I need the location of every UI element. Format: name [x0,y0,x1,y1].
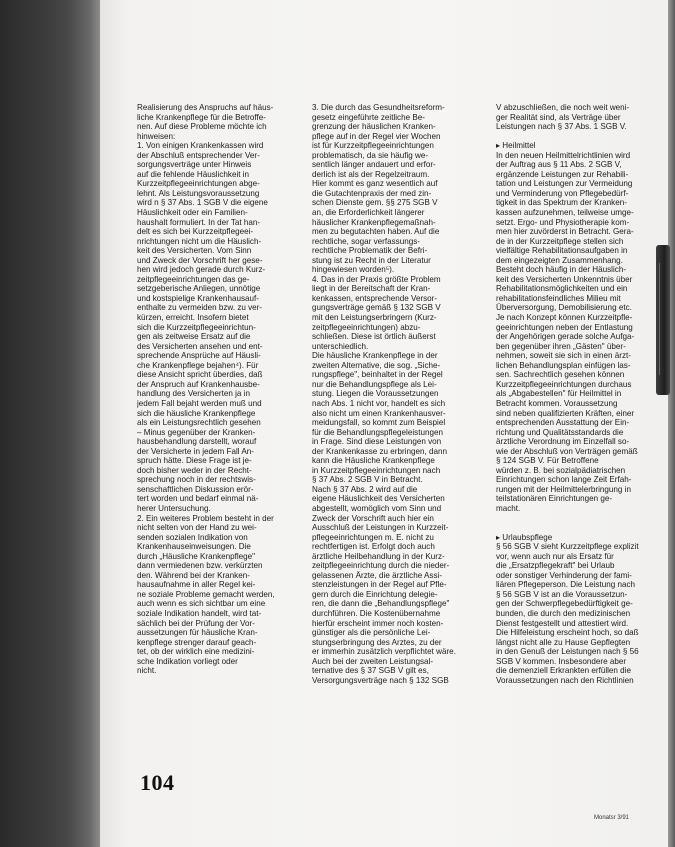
text-line: dem eingezeigten Zusammenhang. [496,255,623,265]
text-line: des Versicherten ansehen und ent- [137,341,263,351]
text-line: tation und Leistungen zur Vermeidung [496,179,633,189]
text-line: und Zweck der Vorschrift her gese- [137,255,263,265]
text-line: sich die häusliche Krankenpflege [137,408,256,418]
text-line: sich die Kurzzeitpflegeeinrichtun- [137,322,256,332]
text-line: in den Genuß der Leistungen nach § 56 [496,647,639,657]
text-line: keit des Versicherten Unkenntnis über [496,274,633,284]
text-line: soziale Indikation handelt, wird tat- [137,608,262,618]
text-line: sorgungsverträge unter Hinweis [137,160,252,170]
text-line: ergänzende Leistungen zur Rehabili- [496,169,629,179]
text-line: häuslicher Krankenpflegemaßnah- [312,217,436,227]
text-line: lichen Behandlungsplan einfügen las- [496,360,631,370]
text-line: bunden, die durch den medizinischen [496,608,631,618]
text-line: keit des Versicherten. Vom Sinn [137,246,252,256]
text-line: zeitpflegeeinrichtung durch die nieder- [312,561,450,571]
text-line: Zweck der Vorschrift auch hier ein [312,513,434,523]
text-line: würden z. B. bei sozialpädiatrischen [496,465,626,475]
text-column-middle [312,103,484,685]
text-line: senden sozialen Indikation von [137,532,248,542]
text-line: kenpflege strenger darauf geach- [137,637,257,647]
text-line: ärztliche Verordnung im Einzelfall so- [496,437,630,447]
text-line: grenzung der häuslichen Kranken- [312,122,436,132]
text-line: tet, ob der wirklich eine medizini- [137,647,255,657]
text-line: gesetz eingeführte zeitliche Be- [312,112,425,122]
text-line: sächlich bei der Prüfung der Vor- [137,618,255,628]
text-line: Kurzzeitpflegeeinrichtungen abge- [137,179,260,189]
text-line: Je nach Konzept können Kurzzeitpfle- [496,313,633,323]
text-line: die Gutachtenpraxis der med zin- [312,188,432,198]
paragraph-gap [496,523,656,533]
text-line: V abzuschließen, die noch weit weni- [496,103,630,112]
text-line: derlich ist als der Regelzeitraum. [312,169,430,179]
text-line: zeitpflegeeinrichtungen) abzu- [312,322,421,332]
text-line: den. Während bei der Kranken- [137,570,250,580]
text-line: an, die Erforderlichkeit längerer [312,208,425,218]
text-line: für die Behandlungspflegeleistungen [312,427,443,437]
text-line: delt es sich bei Kurzzeitpflegeei- [137,227,254,237]
text-line: abgestellt, womöglich vom Sinn und [312,503,442,513]
text-line: der Abschluß entsprechender Ver- [137,150,260,160]
text-line: liegt in der Bereitschaft der Kran- [312,284,431,294]
text-line: mit den Leistungserbringern (Kurz- [312,313,437,323]
text-line: entsprechenden Ausstattung der Ein- [496,418,630,428]
text-line: der Angehörigen gerade solche Aufga- [496,332,635,342]
text-line: che Krankenpflege bejahen⁴). Für [137,360,259,370]
text-line: ist für Kurzzeitpflegeeinrichtungen [312,141,434,151]
text-line: der Anspruch auf Krankenhausbe- [137,379,260,389]
text-line: durch „Häusliche Krankenpflege" [137,551,256,561]
footer-issue-label: Monatsr 3/91 [594,815,630,821]
text-line: nach Abs. 1 nicht vor, handelt es sich [312,398,446,408]
text-line: in Frage. Sind diese Leistungen von [312,437,442,447]
text-line: Versorgungsverträge nach § 132 SGB [312,675,449,685]
text-line: jedem Fall bejaht werden muß und [137,398,262,408]
text-column-left [137,103,307,676]
text-line: men zu begutachten haben. Auf die [312,227,440,237]
text-line: auch wenn es sich sichtbar um eine [137,599,266,609]
text-line: nicht. [137,666,157,676]
text-line: vor, wenn auch nur als Ersatz für [496,551,614,561]
text-line: rungen mit der Heilmittelerbringung in [496,484,631,494]
text-line: gelassenen Ärzte, die ärztliche Assi- [312,570,443,580]
text-line: Ausschluß der Leistungen in Kurzzeit- [312,523,449,533]
text-line: vielfältige Rehabilitationsaufgaben in [496,246,628,256]
text-line: rechtliche, sogar verfassungs- [312,236,420,246]
text-line: § 56 SGB V ist an die Voraussetzun- [496,589,628,599]
text-line: Die Hilfeleistung erscheint hoch, so daß [496,628,639,638]
text-line: nrichtungen nicht um die Häuslich- [137,236,262,246]
text-line: ger Realität sind, als Verträge über [496,112,621,122]
text-line: Einrichtungen schon lange Zeit Erfah- [496,475,632,485]
text-line: macht. [496,503,521,513]
text-line: kenkassen, entsprechende Versor- [312,293,438,303]
text-line: der Versicherte in jedem Fall An- [137,446,254,456]
text-line: pflegeeinrichtungen m. E. nicht zu [312,532,434,542]
text-line: haushalt formuliert. In der Tat han- [137,217,261,227]
text-line: meidungsfall, so kommt zum Beispiel [312,418,446,428]
text-line: Krankenhauseinweisungen. Die [137,542,251,552]
text-line: rehabilitationsfeindliches Milieu mit [496,293,621,303]
text-line: liche Krankenpflege für die Betroffe- [137,112,266,122]
text-line: die demenziell Erkrankten erfüllen die [496,666,631,676]
text-line: oder sonstiger Verhinderung der fami- [496,570,632,580]
text-line: handlung des Versicherten ja in [137,389,250,399]
paragraph-gap [496,132,656,142]
text-line: SGB V kommen. Insbesondere aber [496,656,627,666]
text-line: sentlich länger andauert und erfor- [312,160,436,170]
text-line: Nach § 37 Abs. 2 wird auf die [312,484,418,494]
text-line: Betracht kommen. Voraussetzung [496,398,618,408]
text-line: nicht selten von der Hand zu wei- [137,523,257,533]
text-line: Besteht doch häufig in der Häuslich- [496,265,627,275]
text-line: setzgeberische Anliegen, unnötige [137,284,261,294]
text-line: liären Pflegeperson. Die Leistung nach [496,580,636,590]
text-line: zweiten Alternative, die sog. „Siche- [312,360,441,370]
section-heading: ▸ Heilmittel [496,141,536,151]
text-line: auf die fehlende Häuslichkeit in [137,169,250,179]
text-line: er immerhin zusätzlich verpflichtet wäre. [312,647,456,657]
text-line: Dienst festgestellt und attestiert wird. [496,618,629,628]
text-line: kürzen, erreicht. Insofern bietet [137,313,249,323]
text-line: lehnt. Als Leistungsvoraussetzung [137,188,260,198]
text-line: hingewiesen worden⁵). [312,265,395,275]
text-line: Leistungen nach § 37 Abs. 1 SGB V. [496,122,627,132]
text-line: pflege auf in der Regel vier Wochen [312,131,441,141]
text-line: Rehabilitationsmöglichkeiten und ein [496,284,628,294]
text-line: sprechende Ansprüche auf Häusli- [137,351,261,361]
text-line: Häuslichkeit oder ein Familien- [137,208,248,218]
text-line: als ein Leistungsrechtlich gesehen [137,418,261,428]
text-line: Die häusliche Krankenpflege in der [312,351,438,361]
text-line: eigene Häuslichkeit des Versicherten [312,494,445,504]
page-number: 104 [140,770,175,795]
text-line: doch bisher weder in der Recht- [137,465,252,475]
text-line: § 124 SGB V. Für Betroffene [496,456,599,466]
text-line: tert worden und bedarf einmal nä- [137,494,259,504]
text-line: richtung und Qualitätsstandards die [496,427,624,437]
text-line: nur die Behandlungspflege als Lei- [312,379,437,389]
text-line: 1. Von einigen Krankenkassen wird [137,141,264,151]
text-line: herer Untersuchung. [137,503,211,513]
text-line: 4. Das in der Praxis größte Problem [312,274,441,284]
text-line: wird n § 37 Abs. 1 SGB V die eigene [137,198,268,208]
text-line: die „Ersatzpflegekraft" bei Urlaub [496,561,615,571]
text-line: problematisch, da sie häufig we- [312,150,429,160]
text-line: und kostspielige Krankenhausauf- [137,293,259,303]
section-heading: ▸ Urlaubspflege [496,532,553,542]
text-line: der Auftrag aus § 11 Abs. 2 SGB V, [496,160,622,170]
text-line: kassen aufzunehmen, teilweise umge- [496,208,634,218]
text-line: als „Abgabestellen" für Heilmittel in [496,389,622,399]
text-line: spruch hätte. Diese Frage ist je- [137,456,252,466]
text-column-right [496,103,656,685]
text-line: ben gegenüber ihren „Gästen" über- [496,341,626,351]
text-line: wie der Abschluß von Verträgen gemäß [496,446,638,456]
text-line: ren, die dann die „Behandlungspflege" [312,599,450,609]
text-line: In den neuen Heilmittelrichtlinien wird [496,150,631,160]
text-line: stenzleistungen in der Regel auf Pfle- [312,580,447,590]
text-line: hierfür erscheint immer noch kosten- [312,618,444,628]
text-line: hen wird jedoch gerade durch Kurz- [137,265,266,275]
text-line: kann die Häusliche Krankenpflege [312,456,435,466]
text-line: – Minus gegenüber der Kranken- [137,427,256,437]
text-line: gen der Schwerpflegebedürftigkeit ge- [496,599,633,609]
text-line: hausaufnahme in aller Regel kei- [137,580,256,590]
text-line: Kurzzeitpflegeeinrichtungen durchaus [496,379,632,389]
text-line: Voraussetzungen nach den Richtlinien [496,675,634,685]
text-line: gen als zeitweise Ersatz auf die [137,332,251,342]
text-line: 2. Ein weiteres Problem besteht in der [137,513,274,523]
text-line: teilstationären Einrichtungen ge- [496,494,613,504]
book-spine-shadow [0,0,100,847]
text-line: 3. Die durch das Gesundheitsreform- [312,103,445,112]
text-line: und Verminderung von Pflegebedürf- [496,188,629,198]
text-line: durchführen. Die Kostenübernahme [312,608,441,618]
text-line: ärztliche Heilbehandlung in der Kurz- [312,551,445,561]
page-right-edge [668,0,675,847]
text-line: Hier kommt es ganz wesentlich auf [312,179,438,189]
text-line: § 56 SGB V sieht Kurzzeitpflege explizit [496,542,639,552]
text-line: stung. Liegen die Voraussetzungen [312,389,439,399]
text-line: rechtfertigen ist. Erfolgt doch auch [312,542,435,552]
text-line: schließen. Diese ist örtlich äußerst [312,332,436,342]
text-line: tigkeit in das Spektrum der Kranken- [496,198,627,208]
text-line: diese Ansicht spricht überdies, daß [137,370,263,380]
text-line: § 37 Abs. 2 SGB V in Betracht. [312,475,423,485]
text-line: geeinrichtungen neben der Entlastung [496,322,633,332]
text-line: Auch bei der zweiten Leistungsal- [312,656,434,666]
text-line: Überversorgung, Demobilisierung etc. [496,303,632,313]
text-line: nehmen, soweit sie sich in einen ärzt- [496,351,631,361]
text-line: sind neben qualifizierten Kräften, einer [496,408,635,418]
text-line: unterschiedlich. [312,341,369,351]
text-line: men hier zuvörderst in Betracht. Gera- [496,227,634,237]
text-line: sprechung noch in der rechtswis- [137,475,256,485]
text-line: der Krankenkasse zu erbringen, dann [312,446,447,456]
paragraph-gap [496,514,656,524]
text-line: nen. Auf diese Probleme möchte ich [137,122,267,132]
text-line: ne soziale Probleme gemacht werden, [137,589,275,599]
text-line: de in der Kurzzeitpflege stellen sich [496,236,624,246]
text-line: senschaftlichen Diskussion erör- [137,484,254,494]
text-line: also nicht um einen Krankenhausver- [312,408,446,418]
text-line: hausbehandlung darstellt, worauf [137,437,257,447]
text-line: enthalte zu vermeiden bzw. zu ver- [137,303,263,313]
text-line: dann vermiedenen bzw. verkürzten [137,561,263,571]
binder-clip [656,245,670,395]
text-line: günstiger als die persönliche Lei- [312,628,431,638]
text-line: stung ist zu Recht in der Literatur [312,255,431,265]
text-line: längst nicht alle zu Hause Gepflegten [496,637,631,647]
text-line: sen. Sachrechtlich gesehen können [496,370,625,380]
text-line: ternative des § 37 SGB V gilt es, [312,666,429,676]
text-line: setzt. Ergo- und Physiotherapie kom- [496,217,630,227]
text-line: schen Dienste gem. §§ 275 SGB V [312,198,438,208]
text-line: Realisierung des Anspruchs auf häus- [137,103,274,112]
text-line: rungspflege", beinhaltet in der Regel [312,370,443,380]
text-line: stungserbringung des Arztes, zu der [312,637,442,647]
text-line: sche Indikation vorliegt oder [137,656,238,666]
text-line: gern durch die Einrichtung delegie- [312,589,438,599]
text-line: gungsverträge gemäß § 132 SGB V [312,303,441,313]
text-line: rechtliche Problematik der Befri- [312,246,428,256]
text-line: in Kurzzeitpflegeeinrichtungen nach [312,465,441,475]
text-line: zeitpflegeeinrichtungen das ge- [137,274,250,284]
text-line: hinweisen: [137,131,176,141]
text-line: aussetzungen für häusliche Kran- [137,628,258,638]
